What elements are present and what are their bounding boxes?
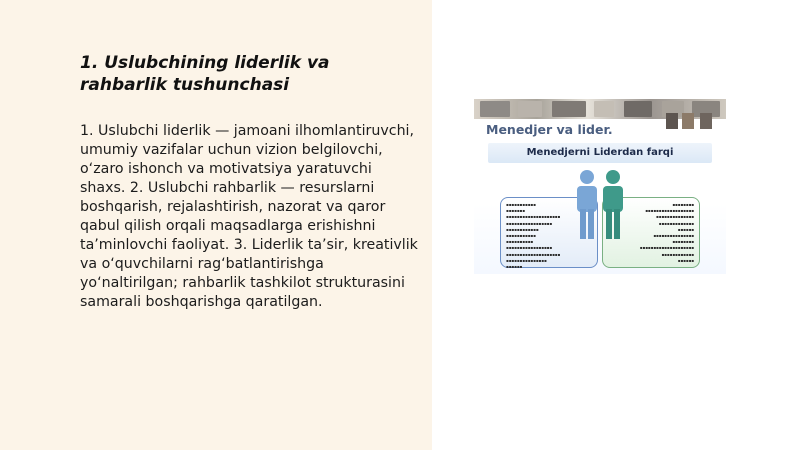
banner-photo bbox=[518, 101, 542, 117]
figure-subtitle: Menedjerni Liderdan farqi bbox=[526, 147, 674, 158]
portrait-thumbnail bbox=[700, 113, 712, 129]
portrait-thumbnail bbox=[666, 113, 678, 129]
manager-person-icon bbox=[574, 169, 600, 241]
leader-person-icon bbox=[600, 169, 626, 241]
leader-traits-box: ▪▪▪▪▪▪▪▪ ▪▪▪▪▪▪▪▪▪▪▪▪▪▪▪▪▪▪ ▪▪▪▪▪▪▪▪▪▪▪▪▪▪ ▪▪▪▪▪▪▪▪▪▪▪▪▪ ▪▪▪▪▪▪ ▪▪▪▪▪▪▪▪▪▪▪▪▪▪▪ ▪▪▪▪▪▪▪▪ ▪▪▪▪▪▪▪▪▪▪▪▪▪▪▪▪▪▪▪▪ ▪▪▪▪▪▪▪▪▪▪▪▪ ▪▪▪▪▪▪ bbox=[602, 197, 700, 268]
slide-body-text: 1. Uslubchi liderlik — jamoani ilhomlantiruvchi, umumiy vazifalar uchun vizion belgilovchi, o‘zaro ishonch va motivatsiya yaratuvchi shaxs. 2. Uslubchi rahbarlik — resurslarni boshqarish, rejalashtirish, nazorat va qaror qabul qilish orqali maqsadlarga erishishni ta’minlovchi faoliyat. 3. Liderlik ta’sir, kreativlik va o‘quvchilarni rag‘batlantirishga yo‘naltirilgan; rahbarlik tashkilot strukturasini samarali boshqarishga qaratilgan. bbox=[80, 123, 418, 310]
portrait-thumbnail bbox=[682, 113, 694, 129]
banner-photo bbox=[552, 101, 586, 117]
manager-traits-box: ▪▪▪▪▪▪▪▪▪▪▪ ▪▪▪▪▪▪▪ ▪▪▪▪▪▪▪▪▪▪▪▪▪▪▪▪▪▪▪▪ ▪▪▪▪▪▪▪▪▪▪▪▪▪▪▪▪▪ ▪▪▪▪▪▪▪▪▪▪▪▪ ▪▪▪▪▪▪▪▪▪▪▪ ▪▪▪▪▪▪▪▪▪▪ ▪▪▪▪▪▪▪▪▪▪▪▪▪▪▪▪▪ ▪▪▪▪▪▪▪▪▪▪▪▪▪▪▪▪▪▪▪▪ ▪▪▪▪▪▪▪▪▪▪▪▪▪▪▪ ▪▪▪▪▪▪ bbox=[500, 197, 598, 268]
banner-photo bbox=[480, 101, 510, 117]
banner-photo bbox=[624, 101, 652, 117]
manager-vs-leader-image bbox=[474, 99, 726, 274]
banner-photo bbox=[594, 101, 614, 117]
slide-title: 1. Uslubchining liderlik va rahbarlik tushunchasi bbox=[80, 53, 330, 95]
figure-heading: Menedjer va lider. bbox=[486, 122, 613, 137]
